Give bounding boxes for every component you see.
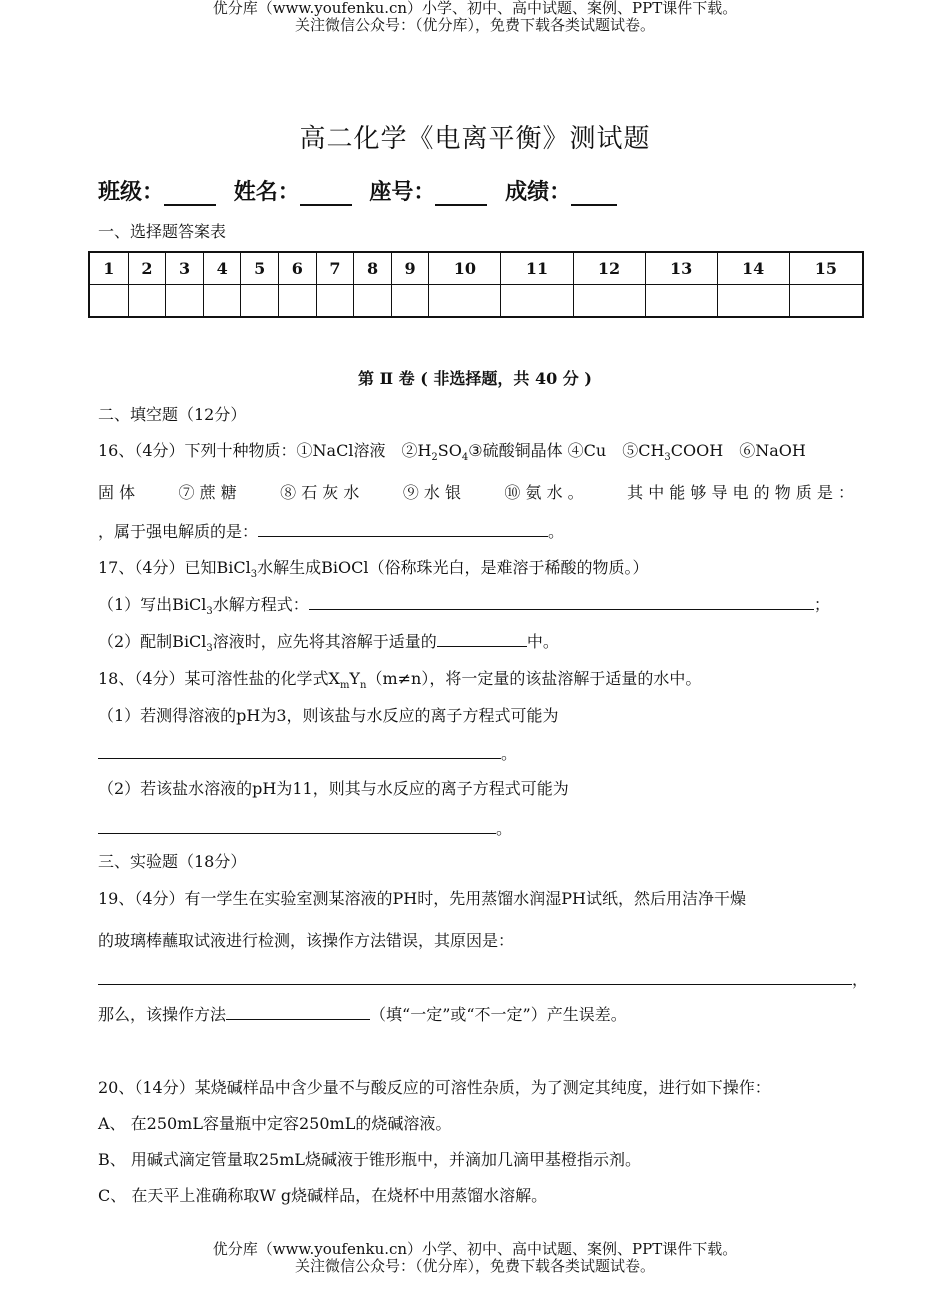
answer-cell[interactable] [166,285,204,318]
q16-line2 [98,480,854,503]
q16-prefix: 16、（4分）下列十种物质：①NaCl溶液 ②H [98,441,432,460]
q18-p1-blank[interactable] [98,742,501,759]
answer-number: 8 [354,252,392,285]
h2so4-sub2: 2 [431,452,438,464]
q18-sub-m: m [339,680,350,692]
answer-number: 4 [203,252,241,285]
header-line-1: 优分库（www.youfenku.cn）小学、初中、高中试题、案例、PPT课件下载。 [212,0,738,17]
page-header [0,0,950,34]
answer-number: 13 [645,252,717,285]
q18-p2-blank[interactable] [98,817,496,834]
answer-number: 3 [166,252,204,285]
q17-p2-prefix: （2）配制BiCl [98,632,207,651]
q17-p2-end: 中。 [526,632,559,651]
section3-heading: 三、实验题（18分） [98,852,247,871]
score-blank[interactable] [571,184,617,206]
q19-line4 [98,1002,627,1025]
q16-mid: ③硫酸铜晶体 ④Cu ⑤CH [468,441,665,460]
answer-number: 14 [717,252,789,285]
q18-p1-end: 。 [501,744,518,763]
page-title: 高二化学《电离平衡》测试题 [299,124,651,154]
section1-heading: 一、选择题答案表 [98,222,227,241]
seat-blank[interactable] [435,184,487,206]
q16-line3 [98,519,564,542]
q17-p1-blank[interactable] [309,593,814,610]
q20-step-c: C、 在天平上准确称取W g烧碱样品，在烧杯中用蒸馏水溶解。 [98,1186,548,1205]
h2so4-sub4: 4 [461,452,469,464]
q16-item: ⑩ 氨 水 。 [504,483,584,502]
q16-item: 其 中 能 够 导 电 的 物 质 是 ： [627,483,854,502]
q19-reason-blank[interactable] [98,968,852,985]
q17-p2-mid: 溶液时，应先将其溶解于适量的 [212,632,437,651]
answer-cell[interactable] [645,285,717,318]
q17-p2-blank[interactable] [437,630,527,647]
answer-number: 10 [429,252,501,285]
answer-cell[interactable] [717,285,789,318]
answer-number: 15 [789,252,863,285]
q19-line3-end: ， [852,970,869,989]
answer-number: 6 [279,252,317,285]
q16-line3-end: 。 [548,522,565,541]
answer-number: 2 [128,252,166,285]
q17-part1 [98,592,830,617]
q18-stem-prefix: 18、（4分）某可溶性盐的化学式X [98,669,340,688]
answer-cell[interactable] [354,285,392,318]
footer-line-2: 关注微信公众号：（优分库），免费下载各类试题试卷。 [294,1257,655,1275]
ch3-sub: 3 [664,452,671,464]
name-label: 姓名： [233,180,300,205]
answer-cell[interactable] [573,285,645,318]
q17-p2-sub: 3 [206,643,213,655]
q18-part1-answer [98,741,517,764]
q19-choice-blank[interactable] [226,1003,370,1020]
q16-item: 固 体 [98,483,136,502]
q19-line4-prefix: 那么，该操作方法 [98,1005,227,1024]
q17-stem-end: 水解生成BiOCl（俗称珠光白，是难溶于稀酸的物质。） [257,558,649,577]
q16-item: ⑨ 水 银 [402,483,461,502]
answer-cell[interactable] [89,285,128,318]
answer-table [88,251,864,318]
q19-line4-end: （填“一定”或“不一定”）产生误差。 [370,1005,627,1024]
answer-number: 12 [573,252,645,285]
answer-cell[interactable] [316,285,354,318]
q19-line3 [98,967,868,990]
score-label: 成绩： [505,180,572,205]
section2-heading: 二、填空题（12分） [98,405,247,424]
page-footer [0,1241,950,1275]
answer-cell[interactable] [203,285,241,318]
class-blank[interactable] [164,184,216,206]
answer-cell[interactable] [128,285,166,318]
q17-stem-prefix: 17、（4分）已知BiCl [98,558,251,577]
q18-p2-end: 。 [496,819,513,838]
q18-sub-n: n [359,680,367,692]
class-label: 班级： [98,180,165,205]
q17-part2 [98,629,559,654]
q18-part1: （1）若测得溶液的pH为3，则该盐与水反应的离子方程式可能为 [98,706,559,725]
q19-line1: 19、（4分）有一学生在实验室测某溶液的PH时，先用蒸馏水润湿PH试纸，然后用洁净干燥 [98,889,746,908]
answer-cell[interactable] [789,285,863,318]
answer-table-blank-row [89,285,863,318]
q18-part2: （2）若该盐水溶液的pH为11，则其与水反应的离子方程式可能为 [98,779,569,798]
q18-stem [98,666,701,691]
q17-p1-prefix: （1）写出BiCl [98,595,207,614]
q16-item: ⑦ 蔗 糖 [178,483,237,502]
q16-line1 [98,438,806,463]
name-blank[interactable] [300,184,352,206]
q20-step-a: A、 在250mL容量瓶中定容250mL的烧碱溶液。 [98,1114,452,1133]
footer-line-1: 优分库（www.youfenku.cn）小学、初中、高中试题、案例、PPT课件下载。 [212,1240,738,1258]
q16-line3-prefix: ，属于强电解质的是： [98,522,259,541]
seat-label: 座号： [369,180,436,205]
answer-number: 1 [89,252,128,285]
q18-stem-end: （m≠n），将一定量的该盐溶解于适量的水中。 [366,669,702,688]
q17-stem-sub: 3 [250,569,258,581]
q20-step-b: B、 用碱式滴定管量取25mL烧碱液于锥形瓶中，并滴加几滴甲基橙指示剂。 [98,1150,642,1169]
q17-p1-end: ； [813,595,830,614]
answer-cell[interactable] [241,285,279,318]
q20-stem: 20、（14分）某烧碱样品中含少量不与酸反应的可溶性杂质，为了测定其纯度，进行如下操作： [98,1078,771,1097]
answer-cell[interactable] [391,285,429,318]
q17-p1-sub: 3 [206,606,213,618]
answer-cell[interactable] [501,285,573,318]
answer-number: 7 [316,252,354,285]
answer-table-numbers-row [89,252,863,285]
part2-heading: 第 Ⅱ 卷 ( 非选择题，共 40 分 ) [358,369,592,388]
q17-p1-mid: 水解方程式： [212,595,309,614]
answer-cell[interactable] [429,285,501,318]
q16-item: ⑧ 石 灰 水 [280,483,360,502]
answer-number: 5 [241,252,279,285]
q18-part2-answer [98,816,512,839]
q16-answer-blank[interactable] [258,520,548,537]
q19-line2: 的玻璃棒蘸取试液进行检测，该操作方法错误，其原因是： [98,931,515,950]
answer-cell[interactable] [279,285,317,318]
header-line-2: 关注微信公众号：（优分库），免费下载各类试题试卷。 [294,16,655,34]
answer-number: 9 [391,252,429,285]
h2so4-so: SO [437,441,462,460]
answer-number: 11 [501,252,573,285]
q17-stem [98,555,649,580]
q18-stem-y: Y [349,669,360,688]
student-info-line [98,175,617,206]
q16-end: COOH ⑥NaOH [670,441,806,460]
